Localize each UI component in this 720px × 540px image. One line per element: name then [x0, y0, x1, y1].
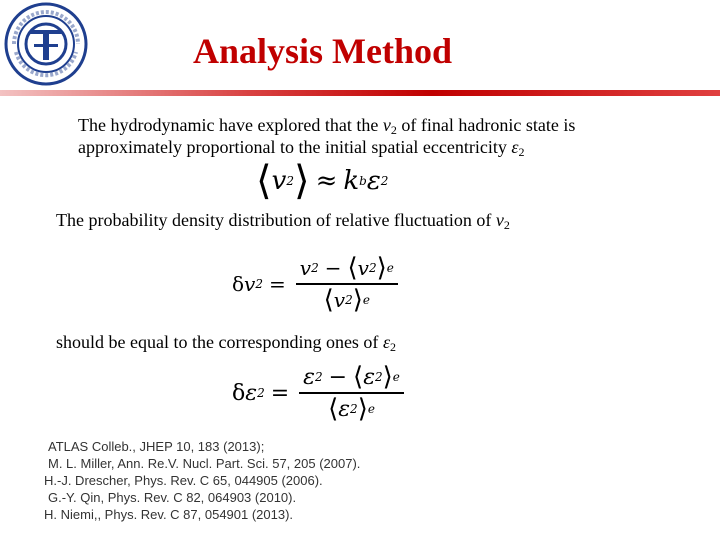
fraction-denominator: ⟨ ε 2 ⟩ e — [328, 394, 375, 424]
symbol-delta: δ — [232, 380, 246, 406]
symbol-delta: δ — [232, 272, 245, 296]
symbol-epsilon: ε — [382, 332, 391, 352]
right-angle: ⟩ — [357, 394, 368, 424]
right-angle: ⟩ — [352, 285, 363, 315]
left-angle: ⟨ — [353, 362, 364, 392]
left-angle: ⟨ — [347, 253, 358, 283]
reference-item: M. L. Miller, Ann. Re.V. Nucl. Part. Sci. 57, 205 (2007). — [48, 456, 361, 471]
page-title: Analysis Method — [193, 31, 453, 71]
equals-sign: = — [269, 272, 286, 296]
symbol-v: v — [495, 210, 504, 230]
minus-sign: − — [324, 256, 342, 280]
right-angle: ⟩ — [382, 362, 393, 392]
approx-sign: ≈ — [315, 166, 338, 196]
equals-sign: = — [270, 380, 290, 406]
symbol-v: v — [244, 272, 256, 296]
fraction — [296, 255, 398, 313]
text-fragment: of final hadronic state is — [396, 115, 576, 135]
paragraph-hydrodynamic — [78, 114, 575, 158]
symbol-epsilon: ε — [338, 396, 351, 422]
symbol-v: v — [299, 256, 312, 280]
symbol-v: v — [382, 115, 391, 135]
right-angle: ⟩ — [293, 158, 310, 204]
equation-delta-eps2: δ ε 2 = ε 2 − ⟨ ε 2 ⟩ e ⟨ ε 2 ⟩ e — [232, 360, 404, 426]
references-list — [44, 438, 360, 523]
reference-item: G.-Y. Qin, Phys. Rev. C 82, 064903 (2010). — [48, 490, 297, 505]
left-angle: ⟨ — [256, 158, 272, 204]
reference-item: H.-J. Drescher, Phys. Rev. C 65, 044905 (2006). — [44, 473, 323, 488]
subscript-2: 2 — [390, 340, 397, 354]
symbol-epsilon: ε — [303, 364, 315, 390]
fraction-numerator: v 2 − ⟨ v 2 ⟩ e — [299, 253, 394, 283]
text-fragment: The probability density distribution of relative fluctuation of — [56, 210, 496, 230]
symbol-v: v — [271, 166, 287, 196]
reference-item: H. Niemi,, Phys. Rev. C 87, 054901 (2013). — [44, 507, 294, 522]
symbol-epsilon: ε — [245, 380, 258, 406]
text-fragment: approximately proportional to the initial spatial eccentricity — [78, 137, 512, 157]
symbol-epsilon: ε — [366, 166, 381, 196]
equation-v2-approx-eps2: ⟨ v 2 ⟩ ≈ k b ε 2 — [256, 158, 389, 204]
fraction — [299, 364, 404, 422]
reference-item: ATLAS Colleb., JHEP 10, 183 (2013); — [48, 439, 265, 454]
title-divider — [0, 90, 720, 96]
right-angle: ⟩ — [376, 253, 387, 283]
symbol-v: v — [333, 288, 346, 312]
subscript-2: 2 — [503, 218, 510, 232]
fraction-numerator: ε 2 − ⟨ ε 2 ⟩ e — [303, 362, 400, 392]
text-fragment: should be equal to the corresponding ones of — [56, 332, 383, 352]
left-angle: ⟨ — [328, 394, 339, 424]
university-seal-icon — [4, 2, 88, 86]
paragraph-probability-density — [56, 209, 510, 231]
symbol-epsilon: ε — [511, 137, 519, 157]
subscript-2: 2 — [390, 123, 397, 137]
equation-delta-v2: δ v 2 = v 2 − ⟨ v 2 ⟩ e ⟨ v 2 ⟩ e — [232, 252, 398, 316]
symbol-k: k — [343, 166, 360, 196]
text-fragment: The hydrodynamic have explored that the — [78, 115, 383, 135]
fraction-denominator: ⟨ v 2 ⟩ e — [323, 285, 370, 315]
subscript-2: 2 — [518, 145, 525, 159]
symbol-v: v — [357, 256, 369, 280]
symbol-epsilon: ε — [363, 364, 375, 390]
minus-sign: − — [328, 364, 348, 390]
left-angle: ⟨ — [323, 285, 334, 315]
paragraph-equal-to-eps — [56, 331, 396, 353]
